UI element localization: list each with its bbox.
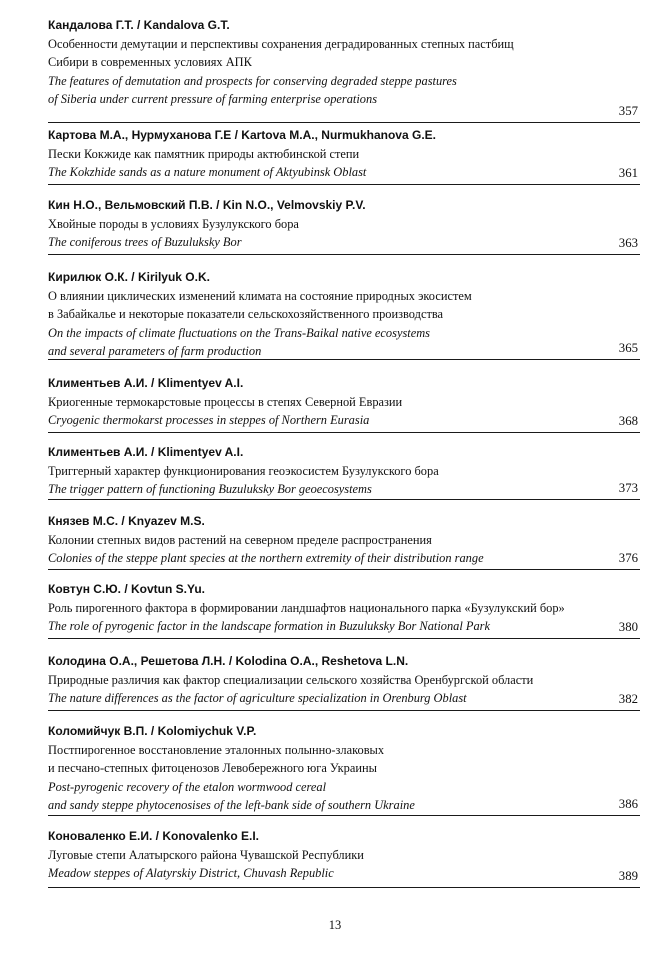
- entry-title-en: Post-pyrogenic recovery of the etalon wormwood cereal: [48, 779, 327, 794]
- entry-title-ru: О влиянии циклических изменений климата на состояние природных экосистем: [48, 288, 472, 303]
- entry-title-ru: Роль пирогенного фактора в формировании ландшафтов национального парка «Бузулукский бор»: [48, 600, 565, 615]
- entry-authors: Картова М.А., Нурмуханова Г.Е / Kartova M.A., Nurmukhanova G.E.: [48, 128, 436, 142]
- entry-title-en: Meadow steppes of Alatyrskiy District, Chuvash Republic: [48, 866, 334, 880]
- entry-authors: Климентьев А.И. / Klimentyev A.I.: [48, 445, 244, 459]
- entry-page-number: 361: [618, 166, 638, 180]
- toc-entry: [48, 374, 640, 433]
- entry-title-ru: в Забайкалье и некоторые показатели сельскохозяйственного производства: [48, 307, 444, 321]
- entry-title-ru: Особенности демутации и перспективы сохранения деградированных степных пастбищ: [48, 36, 514, 51]
- entry-title-ru: Хвойные породы в условиях Бузулукского бора: [48, 216, 299, 231]
- toc-entry: [48, 443, 640, 500]
- toc-entry: [48, 196, 640, 255]
- entry-authors: Ковтун С.Ю. / Kovtun S.Yu.: [48, 582, 206, 596]
- toc-entry: [48, 126, 640, 185]
- toc-entry: [48, 722, 640, 816]
- entry-title-en: Cryogenic thermokarst processes in steppes of Northern Eurasia: [48, 413, 370, 427]
- entry-title-ru: Сибири в современных условиях АПК: [48, 55, 252, 69]
- entry-title-en: of Siberia under current pressure of farming enterprise operations: [48, 92, 378, 106]
- entry-page-number: 380: [618, 620, 638, 634]
- entry-title-en: The role of pyrogenic factor in the landscape formation in Buzuluksky Bor National Park: [48, 619, 490, 633]
- entry-page-number: 368: [618, 414, 638, 428]
- entry-authors: Коломийчук В.П. / Kolomiychuk V.P.: [48, 724, 257, 738]
- entry-title-en: and several parameters of farm production: [48, 344, 262, 358]
- entry-title-ru: Колонии степных видов растений на северном пределе распространения: [48, 532, 432, 547]
- entry-title-ru: Пески Кокжиде как памятник природы актюбинской степи: [48, 146, 360, 161]
- entry-title-en: On the impacts of climate fluctuations on the Trans-Baikal native ecosystems: [48, 325, 430, 340]
- entry-title-en: The nature differences as the factor of agriculture specialization in Orenburg Oblast: [48, 691, 467, 705]
- toc-entry: [48, 652, 640, 711]
- entry-title-en: Colonies of the steppe plant species at the northern extremity of their distribution range: [48, 551, 484, 565]
- entry-page-number: 373: [618, 481, 638, 495]
- entry-page-number: 376: [618, 551, 638, 565]
- entry-title-ru: Криогенные термокарстовые процессы в степях Северной Евразии: [48, 394, 403, 409]
- entry-authors: Коноваленко Е.И. / Konovalenko E.I.: [48, 829, 260, 843]
- entry-page-number: 357: [618, 104, 638, 118]
- page-number: 13: [328, 918, 342, 932]
- entry-page-number: 363: [618, 236, 638, 250]
- entry-title-en: The trigger pattern of functioning Buzuluksky Bor geoecosystems: [48, 482, 372, 496]
- toc-entry: [48, 827, 640, 888]
- entry-title-ru: Природные различия как фактор специализации сельского хозяйства Оренбургской области: [48, 672, 534, 687]
- entry-page-number: 365: [618, 341, 638, 355]
- entry-authors: Кандалова Г.Т. / Kandalova G.T.: [48, 18, 230, 32]
- entry-title-ru: Триггерный характер функционирования геоэкосистем Бузулукского бора: [48, 463, 439, 478]
- entry-title-en: The features of demutation and prospects for conserving degraded steppe pastures: [48, 73, 457, 88]
- entry-title-en: The coniferous trees of Buzuluksky Bor: [48, 235, 242, 249]
- entry-title-ru: и песчано-степных фитоценозов Левобережного юга Украины: [48, 761, 377, 775]
- entry-authors: Колодина О.А., Решетова Л.Н. / Kolodina O.A., Reshetova L.N.: [48, 654, 409, 668]
- entry-page-number: 389: [618, 869, 638, 883]
- entry-title-en: The Kokzhide sands as a nature monument of Aktyubinsk Oblast: [48, 165, 367, 179]
- entry-authors: Климентьев А.И. / Klimentyev A.I.: [48, 376, 244, 390]
- toc-entry: [48, 580, 640, 639]
- entry-authors: Кирилюк О.К. / Kirilyuk O.K.: [48, 270, 210, 284]
- toc-entry: [48, 512, 640, 570]
- entry-authors: Кин Н.О., Вельмовский П.В. / Kin N.O., Velmovskiy P.V.: [48, 198, 366, 212]
- entry-title-ru: Луговые степи Алатырского района Чувашской Республики: [48, 847, 364, 862]
- toc-entry: [48, 16, 640, 123]
- entry-title-en: and sandy steppe phytocenosises of the left-bank side of southern Ukraine: [48, 798, 415, 812]
- entry-page-number: 382: [618, 692, 638, 706]
- entry-title-ru: Постпирогенное восстановление эталонных полынно-злаковых: [48, 742, 385, 757]
- entry-authors: Князев М.С. / Knyazev M.S.: [48, 514, 205, 528]
- toc-entry: [48, 268, 640, 360]
- entry-page-number: 386: [618, 797, 638, 811]
